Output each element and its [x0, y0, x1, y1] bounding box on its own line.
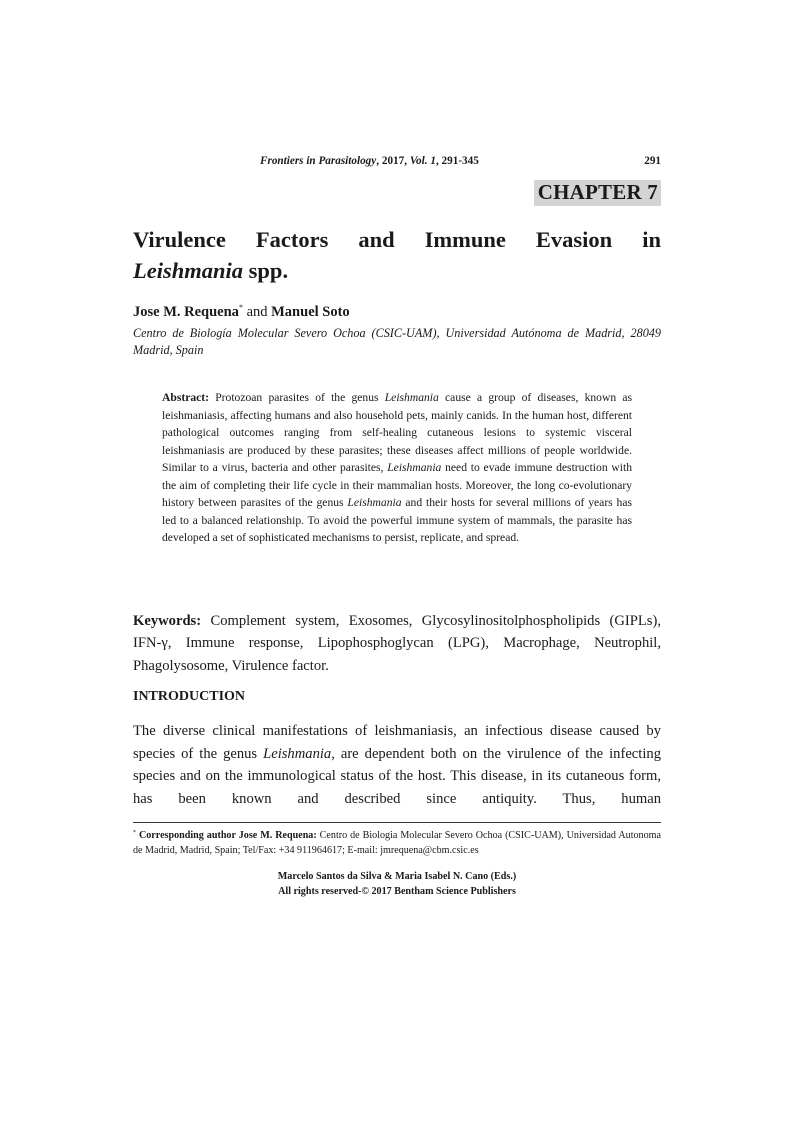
author-requena: Jose M. Requena [133, 304, 239, 320]
book-editors [133, 869, 661, 899]
journal-pages: , 291-345 [435, 155, 479, 167]
journal-year: , 2017, [376, 155, 410, 167]
footnote-label: Corresponding author Jose M. Requena: [136, 830, 317, 841]
keywords [133, 610, 661, 677]
affiliation: Centro de Biología Molecular Severo Ochoa (CSIC-UAM), Universidad Autónoma de Madrid, 28049 Madrid, Spain [133, 326, 661, 357]
abstract-genus: Leishmania [387, 461, 442, 474]
journal-citation [260, 155, 479, 167]
author-soto: Manuel Soto [271, 304, 350, 320]
abstract [162, 389, 632, 547]
abstract-label: Abstract: [162, 391, 210, 404]
journal-volume: Vol. 1 [409, 155, 436, 167]
title-word: and [358, 227, 395, 252]
title-spp: spp. [243, 258, 289, 283]
corresponding-mark: * [238, 303, 243, 312]
title-word: Virulence [133, 227, 226, 252]
title-line-1 [133, 224, 661, 255]
keywords-text: Complement system, Exosomes, Glycosylinositolphospholipids (GIPLs), IFN-γ, Immune response, Lipophosphoglycan (LPG), Macrophage, Neutrophil, Phagolysosome, Virulence factor. [133, 613, 661, 674]
keywords-label: Keywords: [133, 613, 202, 629]
editors-line: Marcelo Santos da Silva & Maria Isabel N. Cano (Eds.) [277, 871, 517, 882]
intro-genus: Leishmania [263, 745, 332, 762]
abstract-genus: Leishmania [347, 496, 402, 509]
title-word: in [642, 227, 661, 252]
running-head [133, 155, 661, 171]
footnote-divider [133, 822, 661, 823]
title-word: Immune [424, 227, 506, 252]
section-heading-introduction: INTRODUCTION [133, 689, 246, 704]
chapter-label: CHAPTER 7 [534, 180, 661, 206]
copyright-line: All rights reserved-© 2017 Bentham Science Publishers [278, 886, 516, 897]
article-title [133, 224, 661, 286]
introduction-paragraph [133, 720, 661, 810]
intro-text: The diverse clinical manifestations of leishmaniasis, an infectious disease caused by species of the genus [133, 723, 661, 762]
abstract-text: Protozoan parasites of the genus [209, 391, 385, 404]
title-line-2 [133, 255, 661, 286]
footnote-mark: * [133, 830, 136, 836]
abstract-text: need to evade immune destruction with the aim of completing their life cycle in their mammalian hosts. Moreover, the long co-evolutionary history between parasites of the genus [162, 461, 633, 509]
abstract-genus: Leishmania [384, 391, 439, 404]
title-word: Evasion [535, 227, 613, 252]
abstract-text: cause a group of diseases, known as leishmaniasis, affecting humans and also household pets, mainly canids. In the human host, different pathological outcomes ranging from self-healing cutaneous lesions to systemic visceral leishmaniasis are produced by these parasites; these diseases affect millions of people worldwide. Similar to a virus, bacteria and other parasites, [162, 391, 632, 474]
author-line [133, 299, 350, 321]
journal-name: Frontiers in Parasitology [260, 155, 377, 167]
page-number: 291 [644, 155, 661, 167]
title-word: Factors [255, 227, 329, 252]
author-conjunction: and [242, 304, 272, 320]
footnote-text: Centro de Biologia Molecular Severo Ochoa (CSIC-UAM), Universidad Autonoma de Madrid, Madrid, Spain; Tel/Fax: +34 911964617; E-mail: jmrequena@cbm.csic.es [133, 830, 661, 856]
abstract-text: and their hosts for several millions of years has led to a balanced relationship. To avoid the powerful immune system of mammals, the parasite has developed a set of sophisticated mechanisms to persist, replicate, and spread. [162, 496, 633, 544]
footnote [133, 826, 661, 858]
intro-text: , are dependent both on the virulence of the infecting species and on the immunological status of the host. This disease, in its cutaneous form, has been known and described since antiquity. Thus, human [133, 745, 661, 807]
title-genus: Leishmania [133, 258, 244, 283]
